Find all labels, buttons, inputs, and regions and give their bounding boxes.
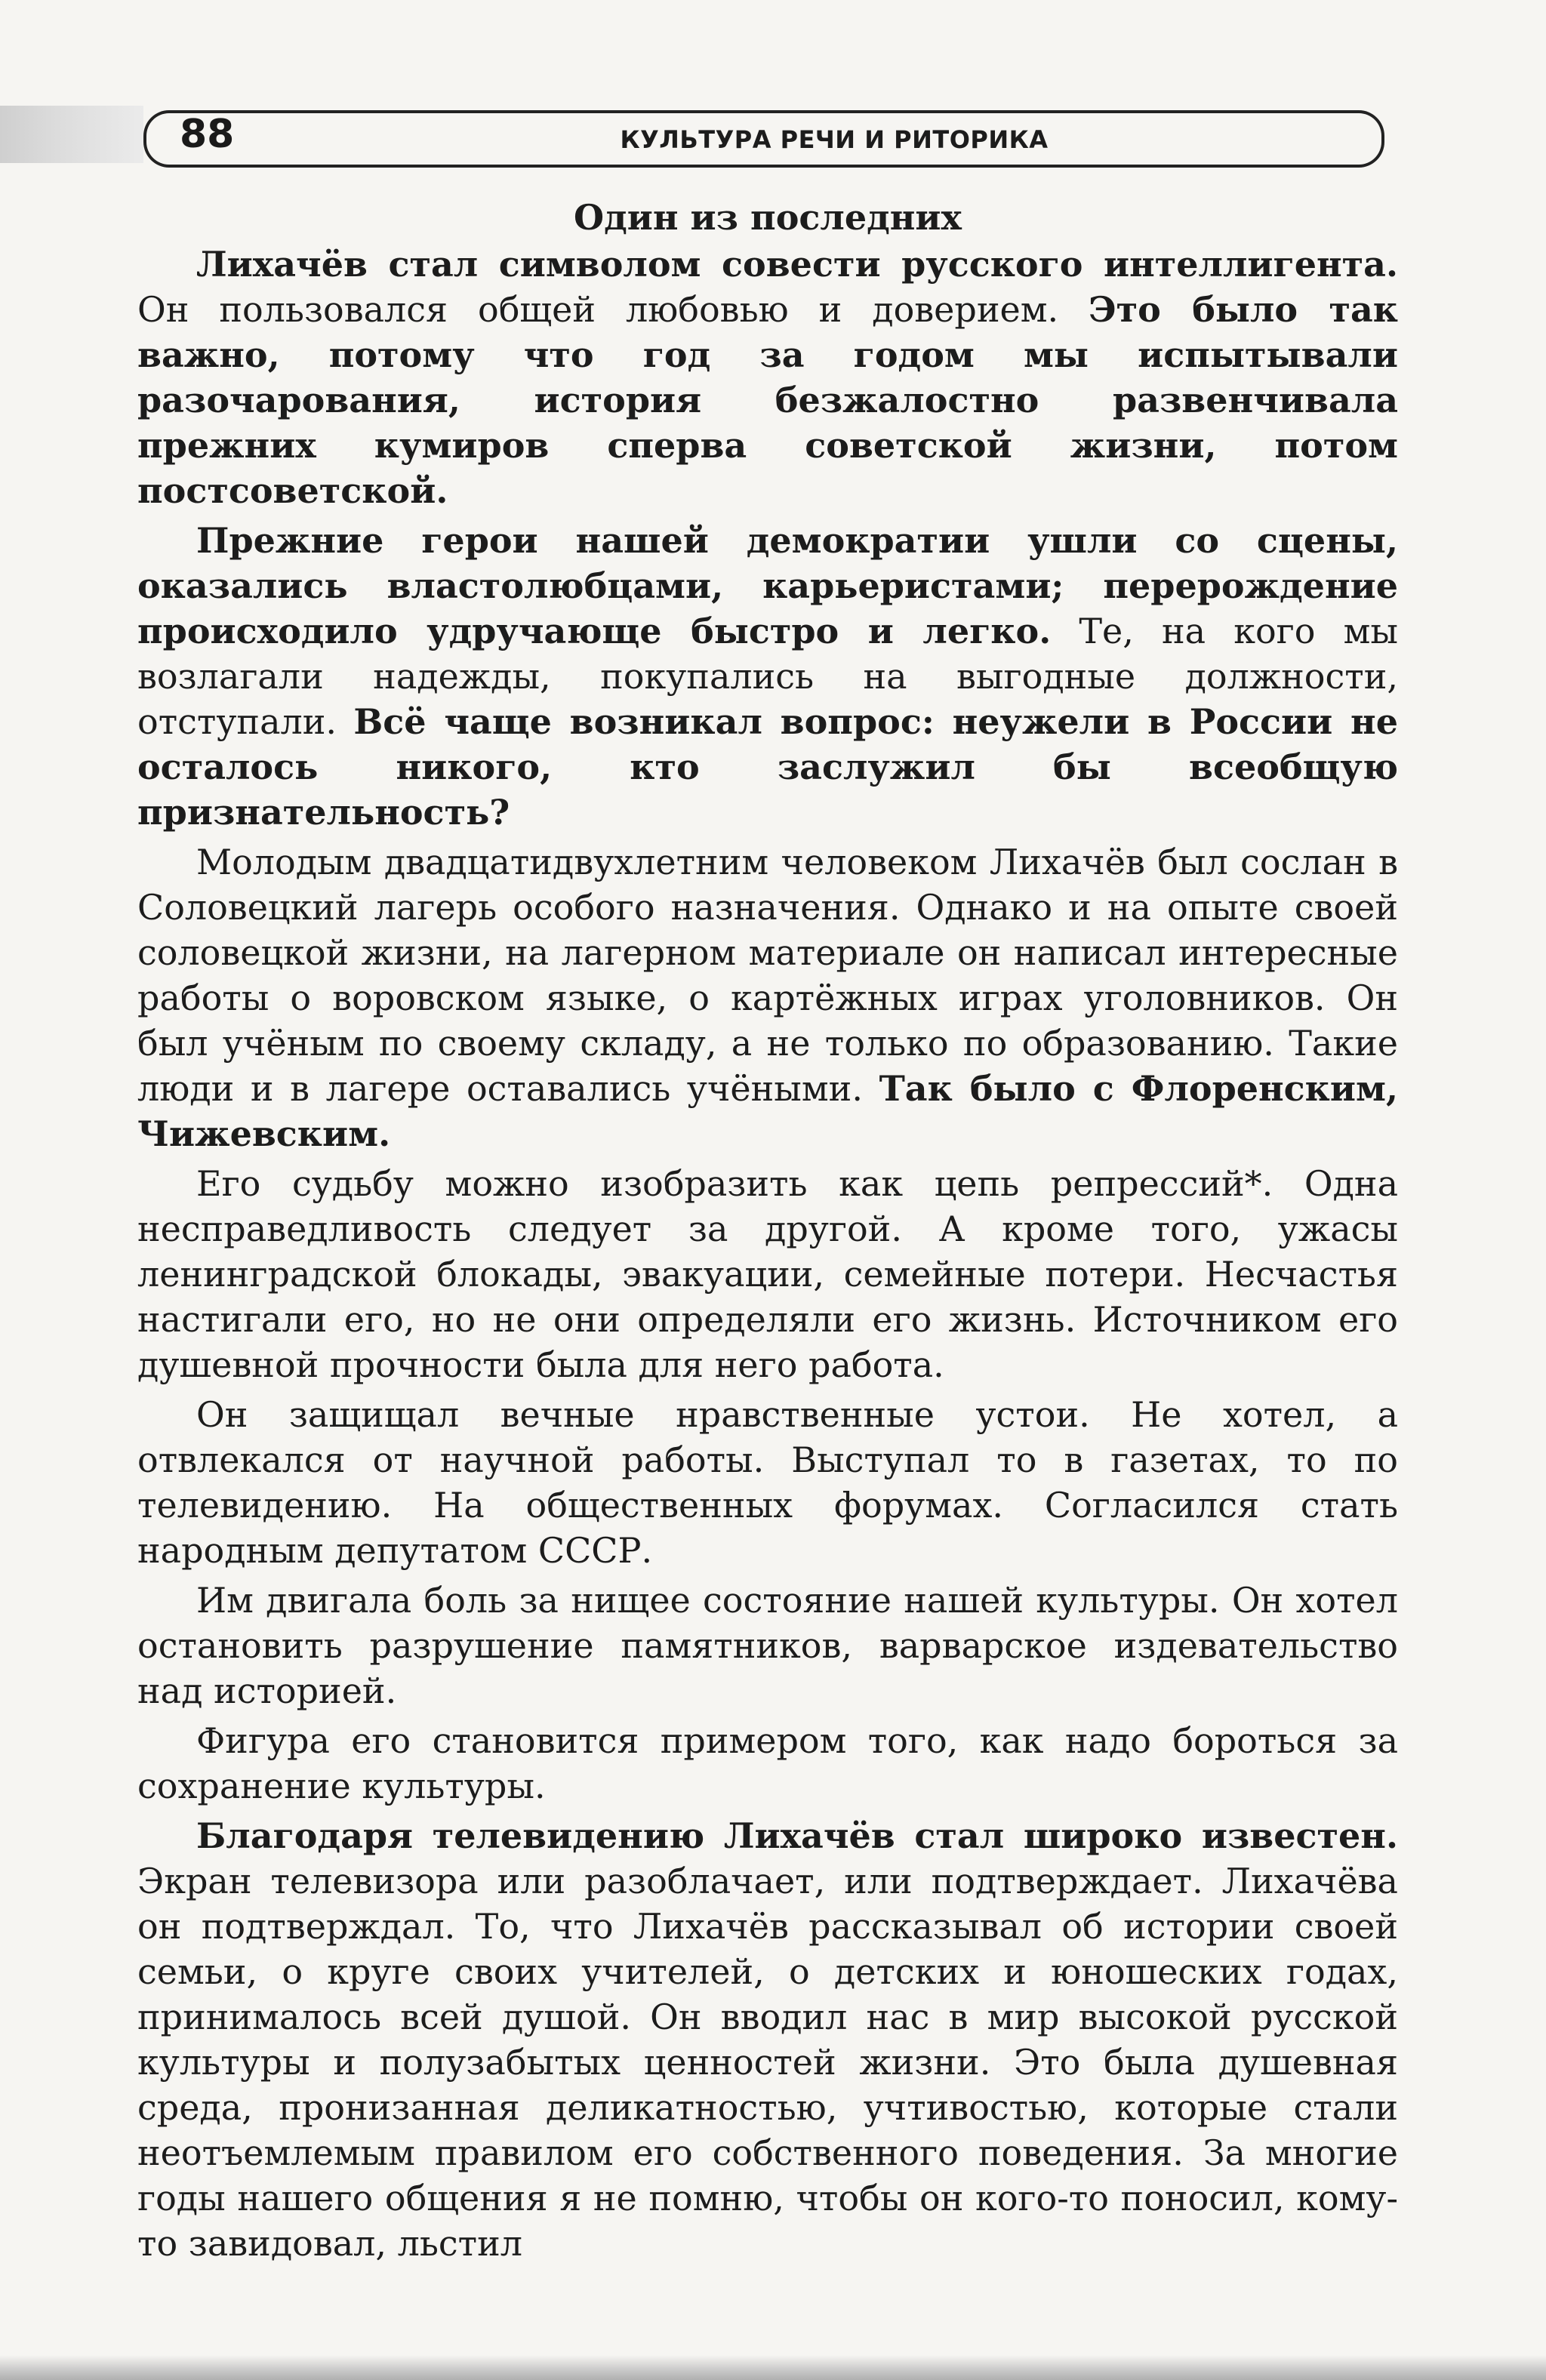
paragraph-5: Он защищал вечные нравственные устои. Не хотел, а отвлекался от научной работы. Выступал то в газетах, то по телевидению. На общественных форумах. Согласился стать народным депутатом СССР. [137,1394,1398,1571]
bold-text: Всё чаще возникал вопрос: неужели в России не осталось никого, кто заслужил бы всеобщую признательность? [137,701,1398,833]
plain-text: Молодым двадцатидвухлетним человеком Лихачёв был сослан в Соловецкий лагерь особого назначения. Однако и на опыте своей соловецкой жизни, на лагерном материале он написал интересные работы о воровском языке, о картёжных играх уголовников. Он был учёным по своему складу, а не только по образованию. Такие люди и в лагере оставались учёными. [137,842,1398,1109]
paragraph-8 [137,1813,1398,2266]
paragraph-1 [137,242,1398,513]
plain-text: Те, на кого мы возлагали надежды, покупались на выгодные должности, отступали. [137,611,1398,742]
bold-text: Прежние герои нашей демократии ушли со сцены, оказались властолюбцами, карьеристами; перерождение происходило удручающе быстро и легко. [137,520,1398,651]
article-title: Один из последних [574,197,962,238]
paragraph-2 [137,518,1398,835]
bold-text: Лихачёв стал символом совести русского интеллигента. [196,244,1398,285]
plain-text: Экран телевизора или разоблачает, или подтверждает. Лихачёва он подтверждал. То, что Лихачёв рассказывал об истории своей семьи, о круге своих учителей, о детских и юношеских годах, принималось всей душой. Он вводил нас в мир высокой русской культуры и полузабытых ценностей жизни. Это была душевная среда, пронизанная деликатностью, учтивостью, которые стали неотъемлемым правилом его собственного поведения. За многие годы нашего общения я не помню, чтобы он кого-то поносил, кому-то завидовал, льстил [137,1861,1398,2264]
paragraph-4: Его судьбу можно изобразить как цепь репрессий*. Одна несправедливость следует за другой. А кроме того, ужасы ленинградской блокады, эвакуации, семейные потери. Несчастья настигали его, но не они определяли его жизнь. Источником его душевной прочности была для него работа. [137,1163,1398,1385]
page-bottom-edge [0,2355,1546,2380]
paragraph-6: Им двигала боль за нищее состояние нашей культуры. Он хотел остановить разрушение памятников, варварское издевательство над историей. [137,1580,1398,1711]
header-gray-band [0,106,143,163]
bold-text: Так было с Флоренским, Чижевским. [137,1068,1398,1154]
paragraph-7: Фигура его становится примером того, как надо бороться за сохранение культуры. [137,1720,1398,1806]
running-head: КУЛЬТУРА РЕЧИ И РИТОРИКА [620,125,1049,154]
page-number: 88 [180,112,235,157]
bold-text: Это было так важно, потому что год за годом мы испытывали разочарования, история безжалостно развенчивала прежних кумиров сперва советской жизни, потом постсоветской. [137,289,1398,511]
bold-text: Благодаря телевидению Лихачёв стал широко известен. [196,1815,1398,1856]
plain-text: Он пользовался общей любовью и доверием. [137,289,1089,330]
paragraph-3 [137,839,1398,1156]
article-body [137,195,1398,2271]
